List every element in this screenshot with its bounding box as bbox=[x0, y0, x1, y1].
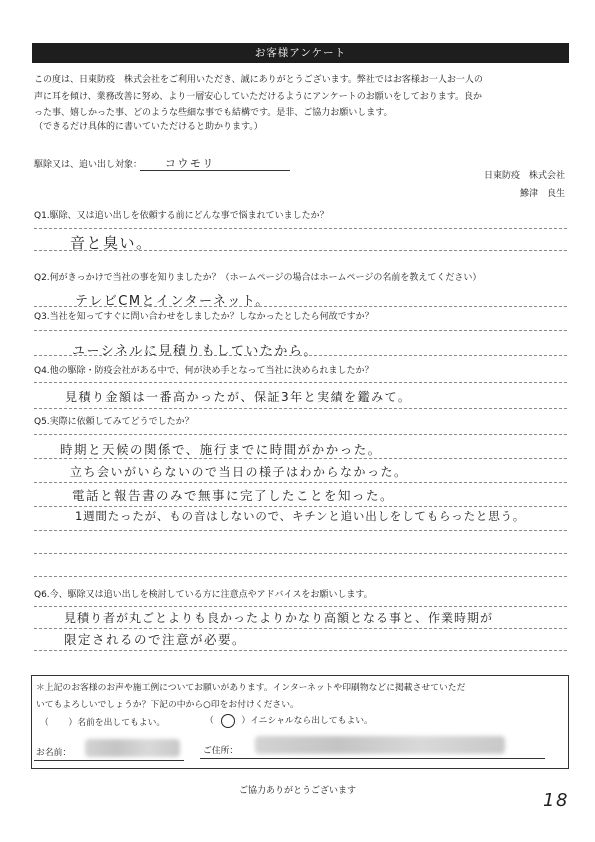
question-6: Q6.今、駆除又は追い出しを検討している方に注意点やアドバイスをお願いします。 bbox=[34, 590, 373, 600]
answer-4: 見積り金額は一番高かったが、保証3年と実績を鑑みて。 bbox=[65, 390, 412, 404]
intro-line: （できるだけ具体的に書いていただけると助かります。） bbox=[34, 122, 263, 132]
address-underline bbox=[200, 758, 545, 759]
intro-line: った事、嬉しかった事、どのような些細な事でも結構です。是非、ご協力お願いします。 bbox=[34, 108, 393, 118]
rule bbox=[34, 458, 567, 459]
rule bbox=[34, 306, 567, 307]
answer-2: テレビCMとインターネット。 bbox=[75, 294, 270, 309]
consent-line: ＊上記のお客様のお声や施工例についてお願いがあります。インターネットや印刷物などに掲載させていただ bbox=[36, 683, 466, 693]
question-2: Q2.何がきっかけで当社の事を知りましたか？（ホームページの場合はホームページの名前を教えてください） bbox=[34, 273, 482, 283]
answer-5-line: 1週間たったが、もの音はしないので、キチンと追い出しをしてもらったと思う。 bbox=[75, 509, 526, 523]
answer-3: ユーシネルに見積りもしていたから。 bbox=[72, 344, 318, 359]
survey-title-bar bbox=[32, 43, 569, 63]
company-name: 日東防疫 株式会社 bbox=[483, 171, 565, 181]
question-1: Q1.駆除、又は追い出しを依頼する前にどんな事で悩まれていましたか？ bbox=[34, 211, 329, 221]
consent-option-initial[interactable] bbox=[205, 713, 373, 728]
answer-5-line: 電話と報告書のみで無事に完了したことを知った。 bbox=[72, 488, 395, 503]
circle-mark-icon bbox=[221, 714, 235, 728]
answer-1: 音と臭い。 bbox=[70, 234, 153, 252]
rule bbox=[34, 408, 567, 409]
survey-title: お客様アンケート bbox=[254, 47, 347, 59]
consent-line: いてもよろしいでしょうか？下記の中から○印をお付けください。 bbox=[36, 700, 299, 710]
rule bbox=[34, 606, 567, 607]
rule bbox=[34, 228, 567, 229]
question-3: Q3.当社を知ってすぐに問い合わせをしましたか？しなかったとしたら何故ですか？ bbox=[34, 312, 374, 322]
rule bbox=[34, 355, 567, 356]
page-number: 18 bbox=[543, 790, 569, 811]
target-row bbox=[34, 155, 215, 171]
name-underline bbox=[34, 760, 184, 761]
name-redacted bbox=[85, 739, 180, 757]
answer-5-line: 立ち会いがいらないので当日の様子はわからなかった。 bbox=[70, 465, 408, 479]
target-label: 駆除又は、追い出し対象： bbox=[34, 160, 143, 170]
question-4: Q4.他の駆除・防疫会社がある中で、何が決め手となって当社に決められましたか？ bbox=[34, 366, 374, 376]
target-value: コウモリ bbox=[164, 157, 215, 170]
intro-line: この度は、日東防疫 株式会社をご利用いただき、誠にありがとうございます。弊社ではお客様お一人お一人の bbox=[34, 75, 483, 85]
option-paren-open: （ bbox=[40, 718, 49, 728]
option-initial-label: ）イニシャルなら出してもよい。 bbox=[241, 716, 373, 726]
option-name-label: ）名前を出してもよい。 bbox=[68, 718, 166, 728]
rule bbox=[34, 434, 567, 435]
rule bbox=[34, 530, 567, 531]
rule bbox=[34, 650, 567, 651]
rule bbox=[34, 628, 567, 629]
rule bbox=[34, 382, 567, 383]
rule bbox=[34, 553, 567, 554]
thanks-text: ご協力ありがとうございます bbox=[238, 786, 356, 796]
rule bbox=[34, 250, 567, 251]
rule bbox=[34, 330, 567, 331]
address-redacted bbox=[255, 736, 505, 754]
target-underline bbox=[140, 170, 290, 171]
rule bbox=[34, 576, 567, 577]
address-label: ご住所： bbox=[203, 746, 239, 756]
intro-text bbox=[34, 72, 564, 134]
rule bbox=[34, 482, 567, 483]
company-person: 鰺津 良生 bbox=[519, 189, 565, 199]
answer-6-line: 限定されるので注意が必要。 bbox=[64, 632, 247, 647]
name-label: お名前： bbox=[36, 748, 72, 758]
consent-option-name[interactable] bbox=[40, 715, 165, 728]
question-5: Q5.実際に依頼してみてどうでしたか？ bbox=[34, 417, 194, 427]
answer-6-line: 見積り者が丸ごとよりも良かったよりかなり高額となる事と、作業時期が bbox=[64, 611, 494, 625]
answer-5-line: 時期と天候の関係で、施行までに時間がかかった。 bbox=[60, 442, 382, 457]
rule bbox=[34, 506, 567, 507]
option-paren-open: （ bbox=[205, 716, 214, 726]
intro-line: 声に耳を傾け、業務改善に努め、より一層安心していただけるようにアンケートのお願いをしております。良か bbox=[34, 92, 483, 102]
